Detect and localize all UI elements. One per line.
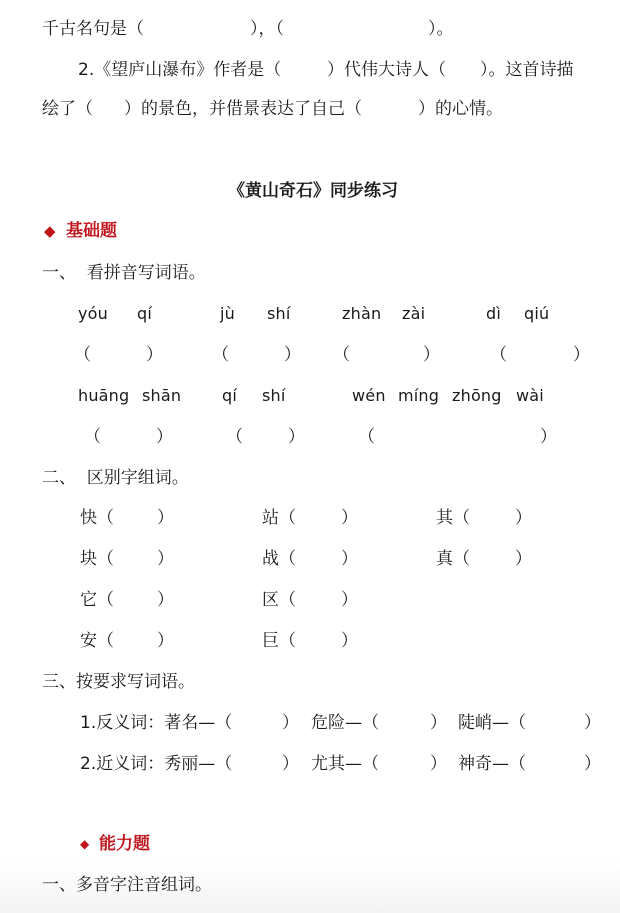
char-item-close: ） [341, 549, 358, 569]
char-item: 块（ [80, 549, 114, 569]
answer-bracket-open: （ [490, 345, 507, 365]
intro-q2-part6: ）的心情。 [418, 99, 503, 119]
answer-bracket-close: ） [288, 427, 305, 447]
char-item: 战（ [262, 549, 296, 569]
pinyin: zhàn [342, 304, 382, 323]
answer-bracket-close: ） [284, 345, 301, 365]
char-item-close: ） [157, 631, 174, 651]
synonym-close: ） [584, 754, 601, 774]
pinyin: míng [398, 386, 440, 405]
synonym-close: ） [282, 754, 299, 774]
pinyin: jù [220, 304, 235, 323]
antonym-close: ） [584, 713, 601, 733]
answer-bracket-close: ） [423, 345, 440, 365]
diamond-icon: ◆ [80, 837, 90, 851]
char-item: 区（ [262, 590, 296, 610]
char-item-close: ） [157, 590, 174, 610]
q3-heading: 三、按要求写词语。 [42, 672, 195, 692]
answer-bracket-open: （ [333, 345, 350, 365]
synonym-close: ） [430, 754, 447, 774]
char-item: 站（ [262, 508, 296, 528]
intro-line1-mid: ），（ [250, 19, 284, 39]
intro-q2-part3: ）。这首诗描 [480, 60, 574, 80]
answer-bracket-close: ） [540, 427, 557, 447]
intro-line1-start: 千古名句是（ [42, 19, 144, 39]
pinyin: zài [402, 304, 426, 323]
char-item-close: ） [157, 508, 174, 528]
synonym-item: 神奇—（ [458, 754, 526, 774]
pinyin: dì [486, 304, 502, 323]
answer-bracket-close: ） [156, 427, 173, 447]
synonym-item: 2.近义词：秀丽—（ [80, 754, 233, 774]
char-item-close: ） [515, 508, 532, 528]
intro-q2-part5: ）的景色，并借景表达了自己（ [124, 99, 362, 119]
char-item: 快（ [80, 508, 114, 528]
pinyin: huāng [78, 386, 130, 405]
answer-bracket-open: （ [84, 427, 101, 447]
pinyin: qiú [524, 304, 550, 323]
basic-section-label: 基础题 [66, 221, 117, 241]
char-item-close: ） [157, 549, 174, 569]
antonym-item: 危险—（ [311, 713, 379, 733]
pinyin: zhōng [452, 386, 502, 405]
char-item: 巨（ [262, 631, 296, 651]
char-item: 它（ [80, 590, 114, 610]
answer-bracket-open: （ [212, 345, 229, 365]
pinyin: yóu [78, 304, 108, 323]
answer-bracket-close: ） [573, 345, 590, 365]
char-item-close: ） [341, 590, 358, 610]
pinyin: shí [267, 304, 291, 323]
intro-q2-part1: 2.《望庐山瀑布》作者是（ [78, 60, 282, 80]
q1-heading: 一、 看拼音写词语。 [42, 263, 206, 283]
char-item: 其（ [436, 508, 470, 528]
char-item: 安（ [80, 631, 114, 651]
answer-bracket-open: （ [74, 345, 91, 365]
intro-q2-part4: 绘了（ [42, 99, 93, 119]
antonym-close: ） [430, 713, 447, 733]
answer-bracket-open: （ [358, 427, 375, 447]
pinyin: wén [352, 386, 386, 405]
answer-bracket-close: ） [146, 345, 163, 365]
pinyin: shān [142, 386, 182, 405]
advanced-section-label: 能力题 [99, 834, 150, 854]
section-title: 《黄山奇石》同步练习 [228, 181, 398, 201]
pinyin: qí [137, 304, 153, 323]
pinyin: shí [262, 386, 286, 405]
diamond-icon: ◆ [44, 222, 56, 240]
antonym-item: 陡峭—（ [458, 713, 526, 733]
antonym-close: ） [282, 713, 299, 733]
q4-heading: 一、多音字注音组词。 [42, 875, 212, 895]
intro-line1-end: ）。 [428, 19, 454, 39]
char-item-close: ） [515, 549, 532, 569]
synonym-item: 尤其—（ [311, 754, 379, 774]
answer-bracket-open: （ [226, 427, 243, 447]
char-item: 真（ [436, 549, 470, 569]
pinyin: qí [222, 386, 238, 405]
char-item-close: ） [341, 508, 358, 528]
antonym-item: 1.反义词：著名—（ [80, 713, 233, 733]
intro-q2-part2: ）代伟大诗人（ [327, 60, 446, 80]
char-item-close: ） [341, 631, 358, 651]
q2-heading: 二、 区别字组词。 [42, 468, 189, 488]
pinyin: wài [516, 386, 544, 405]
